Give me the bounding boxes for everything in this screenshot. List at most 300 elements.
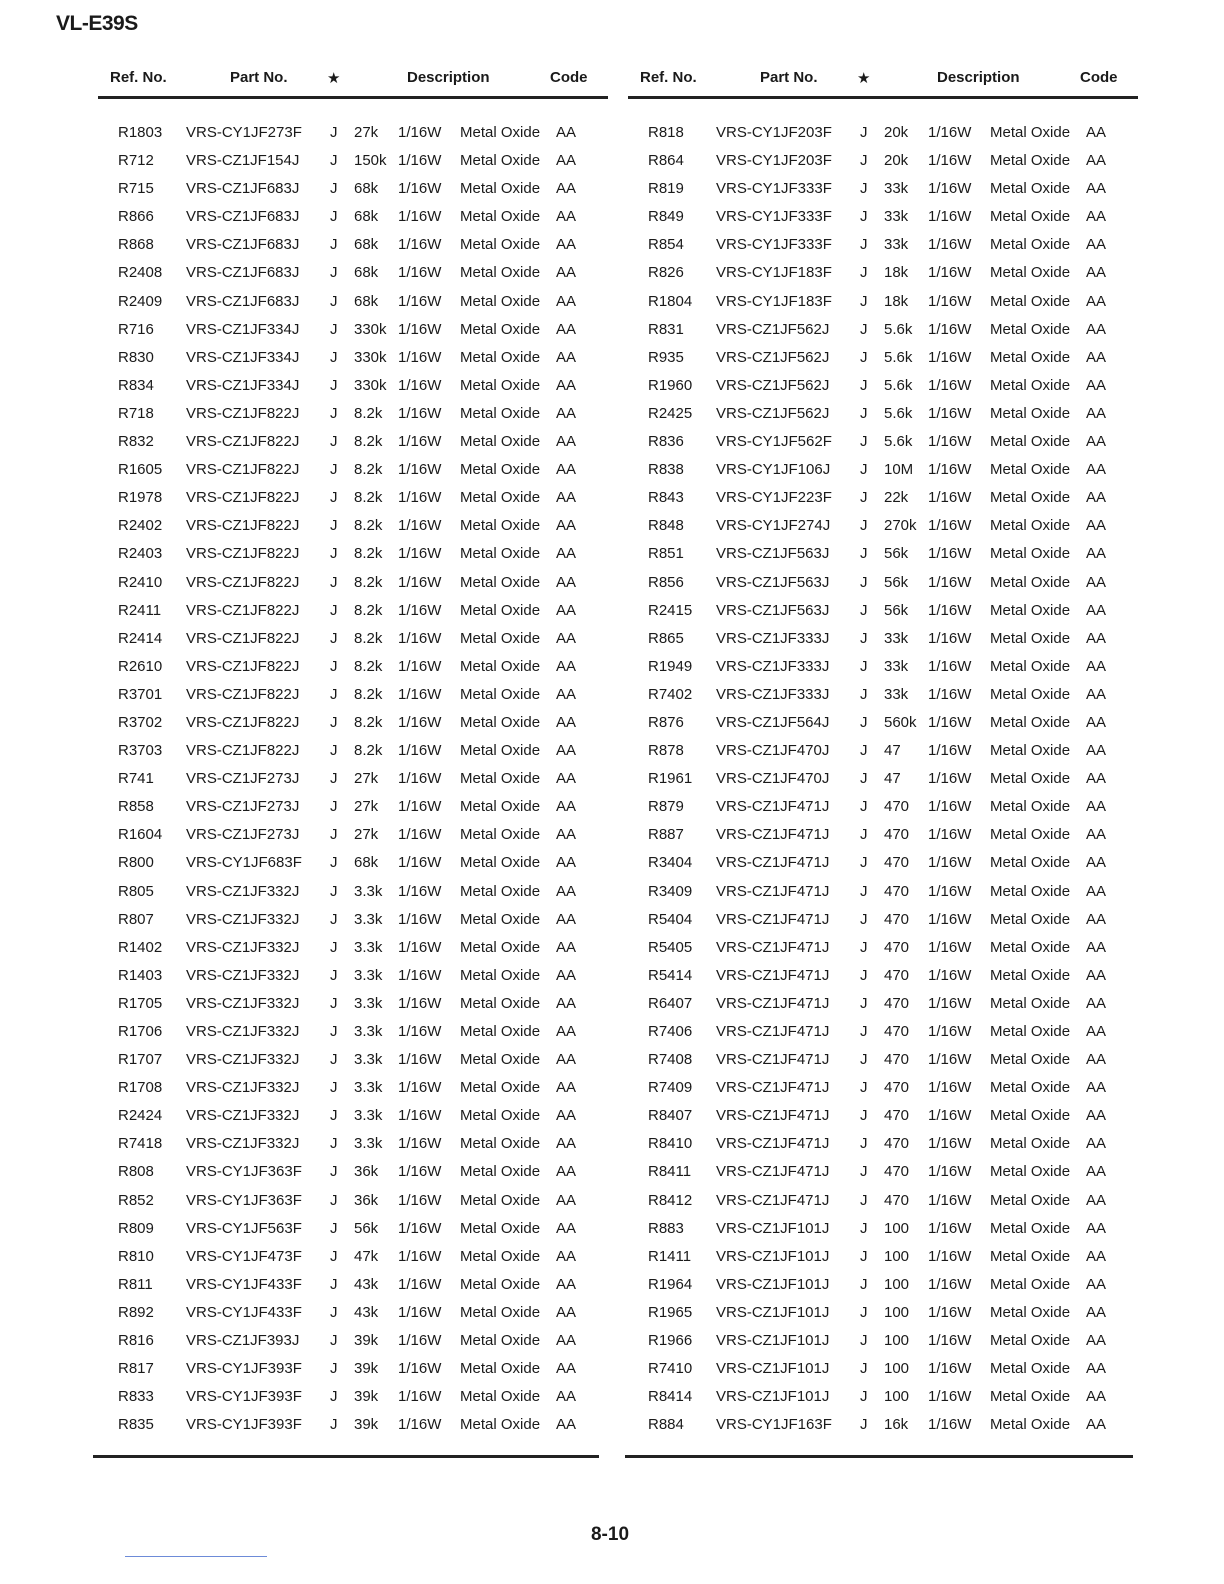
cell-ref-no: R2411	[118, 601, 162, 619]
cell-wattage: 1/16W	[928, 1163, 972, 1181]
cell-ref-no: R805	[118, 882, 154, 900]
cell-part-no: VRS-CZ1JF273J	[186, 826, 300, 844]
cell-type: Metal Oxide	[460, 742, 541, 760]
cell-rank: J	[330, 404, 338, 422]
cell-part-no: VRS-CZ1JF470J	[716, 742, 830, 760]
cell-ref-no: R2425	[648, 404, 693, 422]
parts-table-right	[628, 66, 1138, 1441]
cell-type: Metal Oxide	[990, 685, 1071, 703]
cell-value: 150k	[354, 152, 387, 170]
table-row	[628, 121, 1138, 149]
cell-rank: J	[330, 601, 338, 619]
cell-code: AA	[1086, 1416, 1107, 1434]
cell-code: AA	[556, 966, 577, 984]
cell-ref-no: R8410	[648, 1135, 693, 1153]
cell-ref-no: R8407	[648, 1107, 693, 1125]
cell-value: 8.2k	[354, 433, 383, 451]
parts-table-left	[98, 66, 608, 1441]
cell-wattage: 1/16W	[928, 1332, 972, 1350]
cell-ref-no: R7410	[648, 1360, 693, 1378]
cell-part-no: VRS-CZ1JF822J	[186, 601, 300, 619]
table-row	[628, 683, 1138, 711]
cell-type: Metal Oxide	[460, 629, 541, 647]
cell-part-no: VRS-CZ1JF471J	[716, 1079, 830, 1097]
cell-part-no: VRS-CY1JF683F	[186, 854, 302, 872]
cell-value: 3.3k	[354, 994, 383, 1012]
cell-type: Metal Oxide	[990, 1079, 1071, 1097]
cell-part-no: VRS-CZ1JF333J	[716, 657, 830, 675]
cell-rank: J	[860, 1416, 868, 1434]
cell-type: Metal Oxide	[990, 826, 1071, 844]
cell-code: AA	[1086, 742, 1107, 760]
table-row	[628, 205, 1138, 233]
cell-part-no: VRS-CZ1JF101J	[716, 1360, 830, 1378]
cell-ref-no: R3409	[648, 882, 693, 900]
cell-part-no: VRS-CZ1JF333J	[716, 629, 830, 647]
cell-part-no: VRS-CZ1JF822J	[186, 461, 300, 479]
cell-type: Metal Oxide	[990, 489, 1071, 507]
cell-part-no: VRS-CZ1JF562J	[716, 348, 830, 366]
cell-value: 8.2k	[354, 742, 383, 760]
cell-ref-no: R1961	[648, 770, 693, 788]
cell-wattage: 1/16W	[398, 348, 442, 366]
table-row	[98, 177, 608, 205]
cell-part-no: VRS-CY1JF363F	[186, 1163, 302, 1181]
cell-value: 3.3k	[354, 1051, 383, 1069]
table-row	[98, 205, 608, 233]
table-row	[628, 261, 1138, 289]
cell-part-no: VRS-CZ1JF562J	[716, 404, 830, 422]
cell-wattage: 1/16W	[928, 1275, 972, 1293]
table-row	[98, 1048, 608, 1076]
table-row	[628, 430, 1138, 458]
cell-value: 43k	[354, 1275, 379, 1293]
cell-type: Metal Oxide	[460, 1191, 541, 1209]
cell-type: Metal Oxide	[990, 348, 1071, 366]
cell-type: Metal Oxide	[990, 882, 1071, 900]
cell-type: Metal Oxide	[990, 461, 1071, 479]
cell-type: Metal Oxide	[460, 770, 541, 788]
cell-wattage: 1/16W	[928, 348, 972, 366]
cell-value: 470	[884, 1191, 910, 1209]
cell-ref-no: R741	[118, 770, 154, 788]
cell-code: AA	[556, 404, 577, 422]
cell-ref-no: R1960	[648, 376, 693, 394]
cell-ref-no: R3404	[648, 854, 693, 872]
cell-type: Metal Oxide	[460, 1079, 541, 1097]
cell-wattage: 1/16W	[928, 1219, 972, 1237]
cell-type: Metal Oxide	[990, 1303, 1071, 1321]
cell-ref-no: R838	[648, 461, 684, 479]
cell-rank: J	[860, 461, 868, 479]
table-row	[98, 627, 608, 655]
cell-ref-no: R1804	[648, 292, 693, 310]
cell-ref-no: R1708	[118, 1079, 163, 1097]
cell-value: 8.2k	[354, 713, 383, 731]
table-row	[628, 458, 1138, 486]
cell-value: 330k	[354, 348, 387, 366]
cell-rank: J	[860, 1079, 868, 1097]
table-row	[98, 908, 608, 936]
table-header	[628, 66, 1138, 99]
cell-value: 56k	[884, 573, 909, 591]
cell-type: Metal Oxide	[460, 124, 541, 141]
cell-type: Metal Oxide	[990, 236, 1071, 254]
cell-code: AA	[556, 320, 577, 338]
cell-ref-no: R8412	[648, 1191, 693, 1209]
cell-rank: J	[860, 292, 868, 310]
cell-wattage: 1/16W	[398, 854, 442, 872]
cell-rank: J	[330, 629, 338, 647]
cell-rank: J	[330, 798, 338, 816]
cell-type: Metal Oxide	[990, 545, 1071, 563]
cell-code: AA	[1086, 798, 1107, 816]
table-row	[628, 290, 1138, 318]
cell-wattage: 1/16W	[928, 854, 972, 872]
cell-rank: J	[330, 1135, 338, 1153]
cell-value: 39k	[354, 1416, 379, 1434]
cell-rank: J	[860, 517, 868, 535]
cell-rank: J	[860, 1360, 868, 1378]
cell-rank: J	[860, 685, 868, 703]
cell-rank: J	[330, 826, 338, 844]
cell-type: Metal Oxide	[990, 1191, 1071, 1209]
cell-wattage: 1/16W	[398, 826, 442, 844]
cell-ref-no: R718	[118, 404, 154, 422]
table-row	[98, 655, 608, 683]
cell-type: Metal Oxide	[460, 882, 541, 900]
cell-rank: J	[330, 882, 338, 900]
table-row	[628, 823, 1138, 851]
table-row	[98, 739, 608, 767]
cell-part-no: VRS-CZ1JF822J	[186, 685, 300, 703]
table-row	[98, 1413, 608, 1441]
cell-rank: J	[860, 1023, 868, 1040]
cell-ref-no: R1707	[118, 1051, 163, 1069]
cell-part-no: VRS-CZ1JF332J	[186, 1023, 300, 1040]
cell-value: 3.3k	[354, 882, 383, 900]
cell-wattage: 1/16W	[928, 517, 972, 535]
cell-wattage: 1/16W	[928, 1247, 972, 1265]
cell-rank: J	[860, 1247, 868, 1265]
table-row	[628, 936, 1138, 964]
cell-type: Metal Oxide	[460, 152, 541, 170]
cell-value: 8.2k	[354, 657, 383, 675]
cell-type: Metal Oxide	[990, 180, 1071, 198]
cell-value: 33k	[884, 208, 909, 226]
cell-rank: J	[330, 1219, 338, 1237]
table-body	[628, 121, 1138, 1441]
cell-ref-no: R807	[118, 910, 154, 928]
cell-code: AA	[556, 236, 577, 254]
cell-part-no: VRS-CZ1JF683J	[186, 180, 300, 198]
cell-code: AA	[556, 826, 577, 844]
cell-code: AA	[556, 124, 577, 141]
cell-part-no: VRS-CZ1JF333J	[716, 685, 830, 703]
table-row	[98, 823, 608, 851]
table-row	[98, 233, 608, 261]
cell-rank: J	[860, 629, 868, 647]
cell-ref-no: R848	[648, 517, 684, 535]
table-row	[628, 851, 1138, 879]
cell-value: 8.2k	[354, 545, 383, 563]
cell-rank: J	[330, 461, 338, 479]
cell-wattage: 1/16W	[398, 1360, 442, 1378]
cell-ref-no: R809	[118, 1219, 154, 1237]
cell-rank: J	[860, 376, 868, 394]
cell-type: Metal Oxide	[460, 1360, 541, 1378]
cell-code: AA	[556, 1303, 577, 1321]
cell-part-no: VRS-CY1JF393F	[186, 1388, 302, 1406]
cell-value: 330k	[354, 320, 387, 338]
cell-rank: J	[330, 1360, 338, 1378]
cell-rank: J	[860, 1388, 868, 1406]
cell-type: Metal Oxide	[990, 713, 1071, 731]
cell-wattage: 1/16W	[928, 1416, 972, 1434]
cell-rank: J	[860, 1303, 868, 1321]
cell-part-no: VRS-CY1JF203F	[716, 152, 832, 170]
cell-rank: J	[330, 1191, 338, 1209]
cell-ref-no: R1604	[118, 826, 163, 844]
cell-type: Metal Oxide	[460, 1051, 541, 1069]
cell-ref-no: R7408	[648, 1051, 693, 1069]
table-row	[98, 964, 608, 992]
table-row	[98, 374, 608, 402]
cell-rank: J	[860, 798, 868, 816]
cell-value: 8.2k	[354, 629, 383, 647]
cell-wattage: 1/16W	[398, 966, 442, 984]
cell-part-no: VRS-CZ1JF334J	[186, 320, 300, 338]
cell-code: AA	[1086, 124, 1107, 141]
cell-value: 39k	[354, 1388, 379, 1406]
cell-value: 8.2k	[354, 404, 383, 422]
cell-type: Metal Oxide	[460, 545, 541, 563]
cell-wattage: 1/16W	[928, 180, 972, 198]
cell-wattage: 1/16W	[398, 742, 442, 760]
cell-wattage: 1/16W	[398, 180, 442, 198]
cell-type: Metal Oxide	[460, 573, 541, 591]
cell-part-no: VRS-CZ1JF822J	[186, 629, 300, 647]
table-row	[628, 880, 1138, 908]
cell-type: Metal Oxide	[990, 124, 1071, 141]
table-row	[628, 795, 1138, 823]
cell-ref-no: R866	[118, 208, 154, 226]
cell-part-no: VRS-CZ1JF332J	[186, 994, 300, 1012]
cell-code: AA	[1086, 629, 1107, 647]
cell-ref-no: R2414	[118, 629, 163, 647]
cell-part-no: VRS-CZ1JF471J	[716, 1191, 830, 1209]
cell-part-no: VRS-CZ1JF822J	[186, 545, 300, 563]
cell-wattage: 1/16W	[398, 713, 442, 731]
cell-type: Metal Oxide	[460, 1107, 541, 1125]
table-row	[98, 683, 608, 711]
cell-type: Metal Oxide	[460, 910, 541, 928]
cell-type: Metal Oxide	[990, 910, 1071, 928]
cell-wattage: 1/16W	[398, 517, 442, 535]
table-row	[628, 1273, 1138, 1301]
cell-wattage: 1/16W	[928, 320, 972, 338]
cell-value: 470	[884, 798, 910, 816]
cell-rank: J	[330, 1416, 338, 1434]
table-row	[628, 1301, 1138, 1329]
cell-code: AA	[1086, 461, 1107, 479]
cell-rank: J	[330, 1163, 338, 1181]
cell-type: Metal Oxide	[460, 657, 541, 675]
cell-value: 8.2k	[354, 517, 383, 535]
cell-ref-no: R864	[648, 152, 684, 170]
cell-ref-no: R6407	[648, 994, 693, 1012]
cell-code: AA	[1086, 1303, 1107, 1321]
cell-rank: J	[860, 236, 868, 254]
cell-ref-no: R2409	[118, 292, 163, 310]
cell-code: AA	[1086, 348, 1107, 366]
cell-code: AA	[556, 1219, 577, 1237]
cell-type: Metal Oxide	[460, 1416, 541, 1434]
cell-value: 470	[884, 910, 910, 928]
cell-value: 47	[884, 742, 901, 760]
cell-code: AA	[556, 489, 577, 507]
cell-wattage: 1/16W	[928, 1107, 972, 1125]
cell-code: AA	[1086, 208, 1107, 226]
cell-value: 27k	[354, 798, 379, 816]
header-code: Code	[1080, 69, 1118, 86]
cell-wattage: 1/16W	[398, 1332, 442, 1350]
cell-part-no: VRS-CZ1JF471J	[716, 910, 830, 928]
table-body	[98, 121, 608, 1441]
cell-ref-no: R858	[118, 798, 154, 816]
cell-wattage: 1/16W	[398, 404, 442, 422]
cell-code: AA	[1086, 1388, 1107, 1406]
cell-value: 100	[884, 1219, 910, 1237]
cell-ref-no: R876	[648, 713, 684, 731]
cell-value: 47	[884, 770, 901, 788]
cell-wattage: 1/16W	[928, 124, 972, 141]
cell-value: 16k	[884, 1416, 909, 1434]
cell-ref-no: R878	[648, 742, 684, 760]
table-row	[628, 318, 1138, 346]
cell-ref-no: R3701	[118, 685, 163, 703]
cell-type: Metal Oxide	[990, 1023, 1071, 1040]
cell-ref-no: R1949	[648, 657, 693, 675]
cell-code: AA	[556, 1360, 577, 1378]
cell-rank: J	[330, 573, 338, 591]
cell-code: AA	[1086, 826, 1107, 844]
table-row	[628, 767, 1138, 795]
table-row	[628, 1048, 1138, 1076]
cell-type: Metal Oxide	[460, 854, 541, 872]
cell-ref-no: R830	[118, 348, 154, 366]
cell-rank: J	[860, 854, 868, 872]
cell-rank: J	[860, 1163, 868, 1181]
cell-rank: J	[860, 208, 868, 226]
cell-wattage: 1/16W	[928, 376, 972, 394]
cell-value: 3.3k	[354, 1023, 383, 1040]
cell-ref-no: R1966	[648, 1332, 693, 1350]
cell-wattage: 1/16W	[398, 994, 442, 1012]
cell-type: Metal Oxide	[990, 770, 1071, 788]
cell-type: Metal Oxide	[990, 1219, 1071, 1237]
cell-code: AA	[1086, 1219, 1107, 1237]
cell-ref-no: R7406	[648, 1023, 693, 1040]
cell-wattage: 1/16W	[398, 545, 442, 563]
cell-ref-no: R887	[648, 826, 684, 844]
table-row	[98, 571, 608, 599]
cell-value: 27k	[354, 124, 379, 141]
cell-type: Metal Oxide	[460, 517, 541, 535]
cell-code: AA	[556, 601, 577, 619]
cell-ref-no: R2402	[118, 517, 163, 535]
cell-type: Metal Oxide	[990, 1051, 1071, 1069]
cell-value: 10M	[884, 461, 914, 479]
cell-part-no: VRS-CZ1JF332J	[186, 1135, 300, 1153]
cell-code: AA	[556, 461, 577, 479]
cell-type: Metal Oxide	[460, 798, 541, 816]
cell-rank: J	[330, 433, 338, 451]
cell-rank: J	[330, 489, 338, 507]
cell-value: 8.2k	[354, 685, 383, 703]
cell-rank: J	[330, 292, 338, 310]
cell-ref-no: R868	[118, 236, 154, 254]
cell-wattage: 1/16W	[398, 685, 442, 703]
cell-type: Metal Oxide	[460, 404, 541, 422]
cell-wattage: 1/16W	[928, 713, 972, 731]
table-row	[98, 711, 608, 739]
cell-value: 8.2k	[354, 461, 383, 479]
cell-type: Metal Oxide	[990, 938, 1071, 956]
cell-part-no: VRS-CZ1JF471J	[716, 1135, 830, 1153]
cell-code: AA	[556, 938, 577, 956]
cell-wattage: 1/16W	[928, 994, 972, 1012]
cell-rank: J	[330, 713, 338, 731]
cell-value: 470	[884, 854, 910, 872]
table-row	[628, 1189, 1138, 1217]
cell-part-no: VRS-CZ1JF471J	[716, 1051, 830, 1069]
cell-type: Metal Oxide	[990, 1163, 1071, 1181]
cell-part-no: VRS-CZ1JF101J	[716, 1388, 830, 1406]
cell-rank: J	[330, 1332, 338, 1350]
cell-code: AA	[1086, 882, 1107, 900]
cell-code: AA	[1086, 966, 1107, 984]
cell-value: 39k	[354, 1332, 379, 1350]
table-row	[98, 458, 608, 486]
cell-code: AA	[556, 152, 577, 170]
cell-ref-no: R810	[118, 1247, 154, 1265]
table-row	[628, 149, 1138, 177]
cell-part-no: VRS-CY1JF393F	[186, 1360, 302, 1378]
cell-value: 27k	[354, 770, 379, 788]
cell-rank: J	[330, 320, 338, 338]
cell-code: AA	[1086, 994, 1107, 1012]
table-row	[98, 767, 608, 795]
cell-ref-no: R8411	[648, 1163, 692, 1181]
cell-code: AA	[1086, 1051, 1107, 1069]
cell-value: 36k	[354, 1191, 379, 1209]
cell-value: 5.6k	[884, 433, 913, 451]
cell-rank: J	[860, 152, 868, 170]
cell-wattage: 1/16W	[398, 601, 442, 619]
cell-code: AA	[1086, 854, 1107, 872]
cell-part-no: VRS-CZ1JF471J	[716, 1107, 830, 1125]
cell-part-no: VRS-CZ1JF563J	[716, 573, 830, 591]
cell-rank: J	[860, 994, 868, 1012]
cell-type: Metal Oxide	[990, 966, 1071, 984]
cell-code: AA	[1086, 489, 1107, 507]
cell-value: 20k	[884, 124, 909, 141]
cell-ref-no: R832	[118, 433, 154, 451]
cell-value: 33k	[884, 236, 909, 254]
cell-wattage: 1/16W	[928, 938, 972, 956]
cell-wattage: 1/16W	[398, 376, 442, 394]
